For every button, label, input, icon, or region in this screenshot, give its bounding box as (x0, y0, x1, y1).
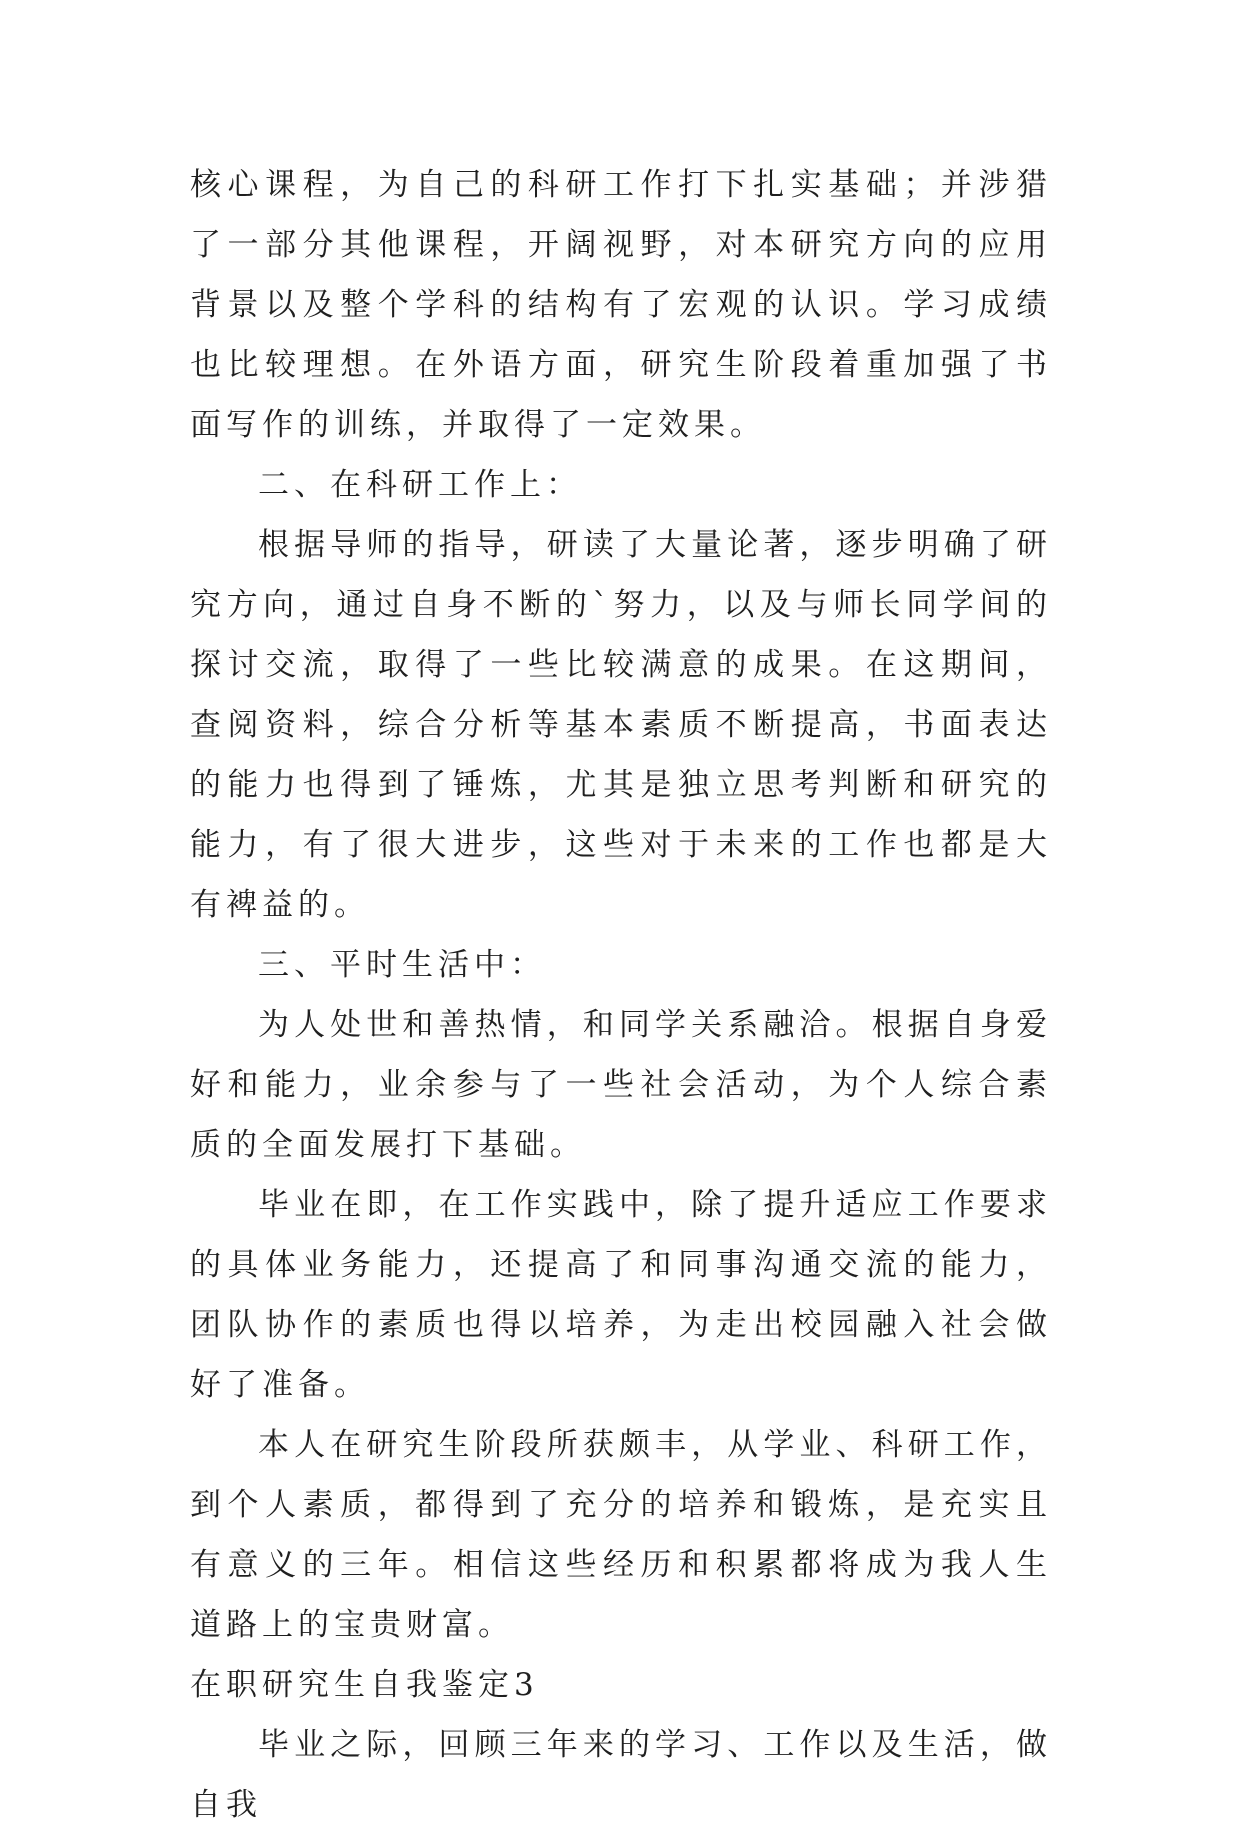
heading-research-work: 二、在科研工作上： (258, 467, 582, 503)
section-title-self-assessment-3: 在职研究生自我鉴定3 (190, 1667, 539, 1703)
paragraph-graduation: 毕业在即，在工作实践中，除了提升适应工作要求的具体业务能力，还提高了和同事沟通交流的能力，团队协作的素质也得以培养，为走出校园融入社会做好了准备。 (190, 1187, 1052, 1403)
paragraph-daily-life: 为人处世和善热情，和同学关系融洽。根据自身爱好和能力，业余参与了一些社会活动，为个人综合素质的全面发展打下基础。 (190, 1007, 1052, 1163)
paragraph-core-courses: 核心课程，为自己的科研工作打下扎实基础；并涉猎了一部分其他课程，开阔视野，对本研究方向的应用背景以及整个学科的结构有了宏观的认识。学习成绩也比较理想。在外语方面，研究生阶段着重加强了书面写作的训练，并取得了一定效果。 (190, 167, 1052, 443)
paragraph-summary: 本人在研究生阶段所获颇丰，从学业、科研工作，到个人素质，都得到了充分的培养和锻炼，是充实且有意义的三年。相信这些经历和积累都将成为我人生道路上的宝贵财富。 (190, 1427, 1052, 1643)
heading-daily-life: 三、平时生活中： (258, 947, 546, 983)
paragraph-self-assessment-intro: 毕业之际，回顾三年来的学习、工作以及生活，做自我 (190, 1727, 1052, 1823)
document-body (190, 155, 1052, 1835)
paragraph-research-work: 根据导师的指导，研读了大量论著，逐步明确了研究方向，通过自身不断的`努力，以及与师长同学间的探讨交流，取得了一些比较满意的成果。在这期间，查阅资料，综合分析等基本素质不断提高，书面表达的能力也得到了锤炼，尤其是独立思考判断和研究的能力，有了很大进步，这些对于未来的工作也都是大有裨益的。 (190, 527, 1052, 923)
